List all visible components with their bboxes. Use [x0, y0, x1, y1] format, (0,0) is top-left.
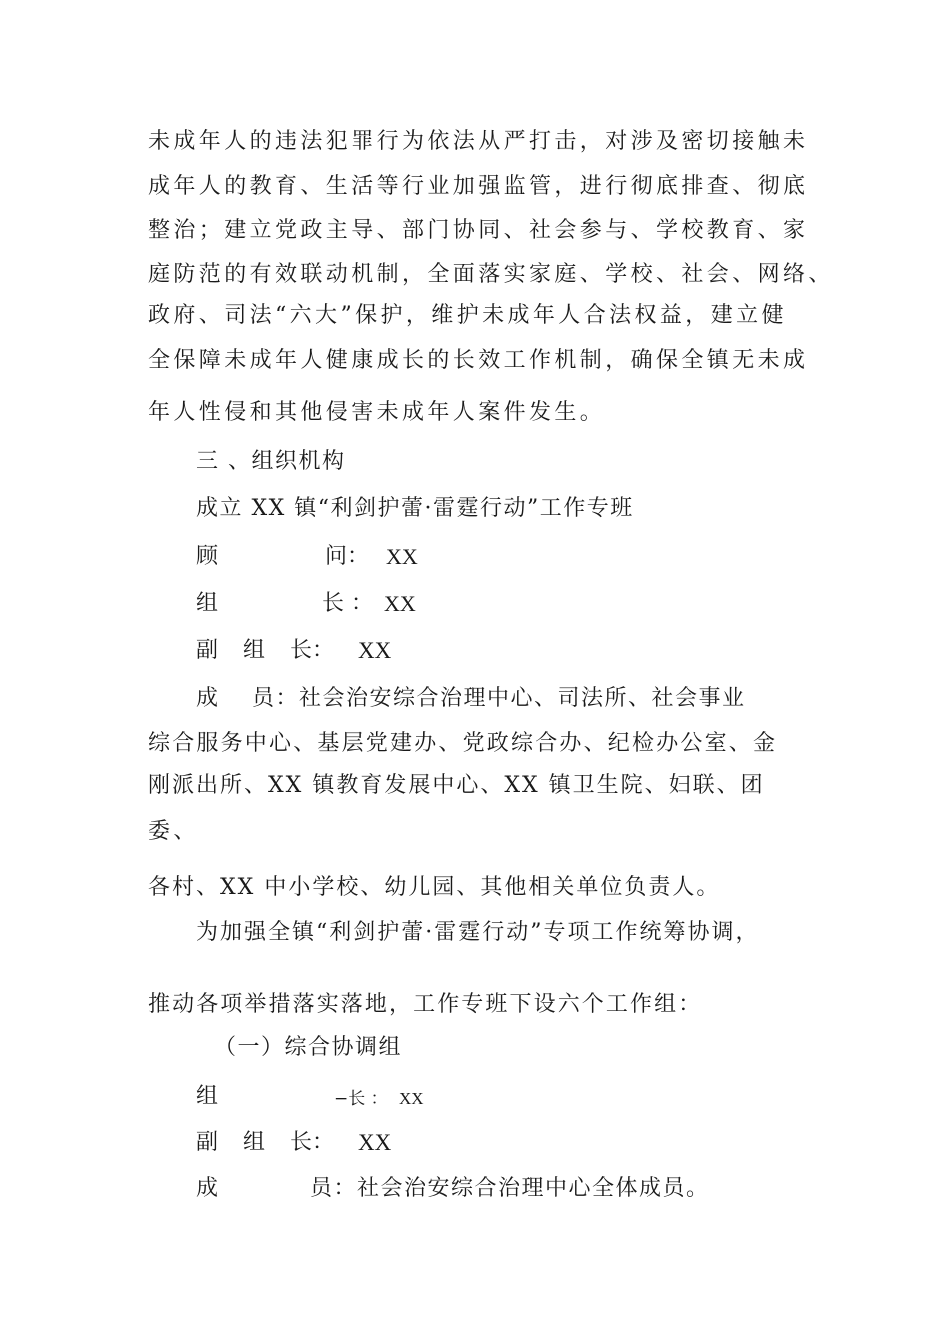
paragraph-line: 政府、司法“六大”保护，维护未成年人合法权益，建立健 — [148, 303, 787, 328]
members-line: 刚派出所、XX 镇教育发展中心、XX 镇卫生院、妇联、团 — [148, 773, 765, 798]
group-members-text: 员：社会治安综合治理中心全体成员。 — [310, 1176, 710, 1201]
group-leader-value: XX — [399, 1089, 424, 1108]
group-leader-label-end: −长 ： — [334, 1089, 388, 1109]
group-leader-label-start: 组 — [196, 1084, 219, 1109]
leader-label-end: 长 ： — [322, 591, 373, 616]
advisor-label-end: 问： — [325, 544, 370, 569]
leader-value: XX — [384, 591, 416, 616]
members-line: 成 员：社会治安综合治理中心、司法所、社会事业 — [196, 686, 746, 711]
members-line: 各村、XX 中小学校、幼儿园、其他相关单位负责人。 — [148, 875, 721, 900]
section-intro: 成立 XX 镇“利剑护蕾·雷霆行动”工作专班 — [196, 496, 634, 521]
group-members-label: 成 — [196, 1176, 219, 1201]
advisor-label-start: 顾 — [196, 544, 219, 569]
group-deputy-leader-label: 副 组 长： — [196, 1130, 334, 1155]
deputy-leader-value: XX — [358, 638, 392, 663]
members-line: 委、 — [148, 819, 199, 844]
advisor-value: XX — [386, 544, 418, 569]
deputy-leader-label: 副 组 长： — [196, 638, 334, 663]
members-line: 综合服务中心、基层党建办、党政综合办、纪检办公室、金 — [148, 731, 778, 756]
leader-label-start: 组 — [196, 591, 219, 616]
section-heading: 三 、组织机构 — [196, 449, 346, 474]
coordination-line: 推动各项举措落实落地，工作专班下设六个工作组： — [148, 992, 703, 1017]
paragraph-line: 成年人的教育、生活等行业加强监管，进行彻底排查、彻底 — [148, 174, 809, 199]
group-heading: （一）综合协调组 — [214, 1035, 403, 1060]
paragraph-line: 庭防范的有效联动机制，全面落实家庭、学校、社会、网络、 — [148, 262, 834, 287]
paragraph-line: 年人性侵和其他侵害未成年人案件发生。 — [148, 400, 606, 425]
paragraph-line: 未成年人的违法犯罪行为依法从严打击，对涉及密切接触未 — [148, 129, 809, 154]
paragraph-line: 全保障未成年人健康成长的长效工作机制，确保全镇无未成 — [148, 348, 809, 373]
paragraph-line: 整治；建立党政主导、部门协同、社会参与、学校教育、家 — [148, 218, 809, 243]
group-deputy-leader-value: XX — [358, 1130, 392, 1155]
coordination-line: 为加强全镇“利剑护蕾·雷霆行动”专项工作统筹协调， — [196, 920, 760, 945]
